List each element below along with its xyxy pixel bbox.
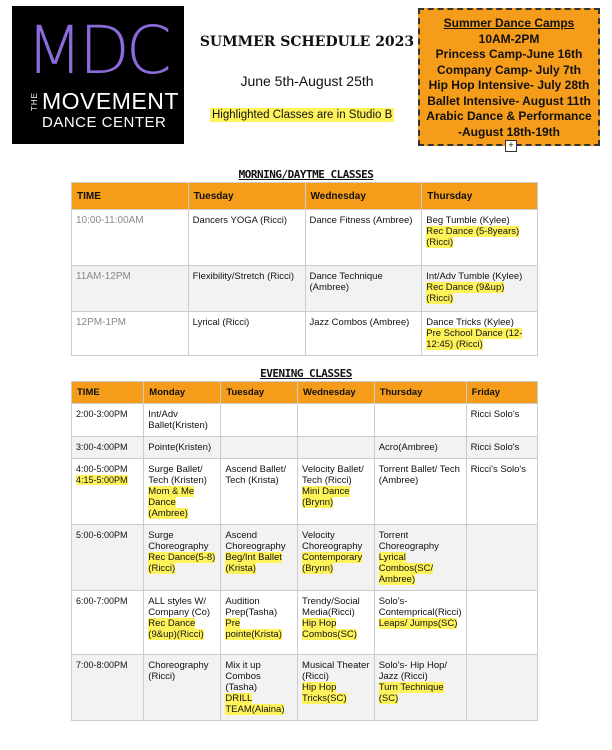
table-row: [72, 312, 538, 356]
class-cell: Solo's- Contemprical(Ricci) Leaps/ Jumps(SC): [374, 591, 466, 655]
logo-mdc: MDC: [26, 12, 168, 89]
class-cell: Dance Technique (Ambree): [305, 266, 422, 312]
class-cell: [221, 437, 298, 459]
class-cell: [466, 591, 537, 655]
time-cell: 12PM-1PM: [72, 312, 189, 356]
logo-the: THE: [30, 92, 39, 111]
class-cell: ALL styles W/ Company (Co) Rec Dance (9&up)(Ricci): [144, 591, 221, 655]
table-row: [72, 459, 538, 525]
col-header: Wednesday: [305, 183, 422, 210]
table-row: [72, 437, 538, 459]
camps-line: -August 18th-19th: [458, 124, 560, 139]
class-cell: Ricci Solo's: [466, 404, 537, 437]
table-header-row: [72, 382, 538, 404]
class-cell: Int/Adv Ballet(Kristen): [144, 404, 221, 437]
class-cell: Solo's- Hip Hop/ Jazz (Ricci) Turn Technique (SC): [374, 655, 466, 721]
class-cell: Torrent Ballet/ Tech (Ambree): [374, 459, 466, 525]
class-cell: Pointe(Kristen): [144, 437, 221, 459]
class-cell: [298, 437, 375, 459]
class-cell: Dancers YOGA (Ricci): [188, 210, 305, 266]
time-cell: 6:00-7:00PM: [72, 591, 144, 655]
logo-line2: DANCE CENTER: [42, 114, 167, 131]
table-row: [72, 210, 538, 266]
class-cell: Velocity Choreography Contemporary (Brynn): [298, 525, 375, 591]
plus-icon[interactable]: +: [505, 140, 517, 152]
class-cell: Ascend Choreography Beg/Int Ballet (Krista): [221, 525, 298, 591]
time-cell: 4:00-5:00PM 4:15-5:00PM: [72, 459, 144, 525]
time-cell: 10:00-11:00AM: [72, 210, 189, 266]
class-cell: Surge Choreography Rec Dance(5-8) (Ricci): [144, 525, 221, 591]
class-cell: Ricci's Solo's: [466, 459, 537, 525]
logo: [12, 6, 184, 144]
evening-section-title: EVENING CLASSES: [260, 367, 352, 380]
class-cell: Lyrical (Ricci): [188, 312, 305, 356]
time-cell: 11AM-12PM: [72, 266, 189, 312]
camps-line: 10AM-2PM: [478, 31, 540, 46]
col-header: Thursday: [374, 382, 466, 404]
table-row: [72, 591, 538, 655]
class-cell: Int/Adv Tumble (Kylee) Rec Dance (9&up) (Ricci): [422, 266, 538, 312]
class-cell: Beg Tumble (Kylee) Rec Dance (5-8years) (Ricci): [422, 210, 538, 266]
col-header: Wednesday: [298, 382, 375, 404]
page-title: SUMMER SCHEDULE 2023: [199, 34, 415, 50]
class-cell: Velocity Ballet/ Tech (Ricci) Mini Dance (Brynn): [298, 459, 375, 525]
col-header: TIME: [72, 183, 189, 210]
time-cell: 7:00-8:00PM: [72, 655, 144, 721]
evening-table: [71, 381, 538, 721]
camps-line: Princess Camp-June 16th: [435, 47, 583, 61]
class-cell: Dance Tricks (Kylee) Pre School Dance (12-12:45) (Ricci): [422, 312, 538, 356]
camps-line: Hip Hop Intensive- July 28th: [428, 78, 590, 92]
col-header: TIME: [72, 382, 144, 404]
morning-section-title: MORNING/DAYTME CLASSES: [238, 168, 374, 181]
table-row: [72, 525, 538, 591]
class-cell: Dance Fitness (Ambree): [305, 210, 422, 266]
class-cell: Acro(Ambree): [374, 437, 466, 459]
logo-line1: MOVEMENT: [42, 88, 179, 114]
class-cell: Audition Prep(Tasha) Pre pointe(Krista): [221, 591, 298, 655]
col-header: Thursday: [422, 183, 538, 210]
camps-heading: Summer Dance Camps: [443, 16, 575, 30]
table-row: [72, 655, 538, 721]
class-cell: [466, 655, 537, 721]
summer-camps-box: [418, 8, 600, 146]
camps-line: Company Camp- July 7th: [436, 62, 582, 77]
studio-note: Highlighted Classes are in Studio B: [212, 109, 393, 121]
class-cell: [221, 404, 298, 437]
time-cell: 3:00-4:00PM: [72, 437, 144, 459]
camps-line: Arabic Dance & Performance: [426, 109, 592, 123]
morning-table: [71, 182, 538, 356]
class-cell: Jazz Combos (Ambree): [305, 312, 422, 356]
class-cell: Torrent Choreography Lyrical Combos(SC/ Ambree): [374, 525, 466, 591]
col-header: Monday: [144, 382, 221, 404]
class-cell: Surge Ballet/ Tech (Kristen) Mom & Me Dance (Ambree): [144, 459, 221, 525]
table-header-row: [72, 183, 538, 210]
table-row: [72, 404, 538, 437]
class-cell: [466, 525, 537, 591]
date-range: June 5th-August 25th: [240, 73, 374, 89]
time-cell: 5:00-6:00PM: [72, 525, 144, 591]
class-cell: Flexibility/Stretch (Ricci): [188, 266, 305, 312]
table-row: [72, 266, 538, 312]
col-header: Tuesday: [221, 382, 298, 404]
class-cell: Ascend Ballet/ Tech (Krista): [221, 459, 298, 525]
col-header: Friday: [466, 382, 537, 404]
class-cell: Musical Theater (Ricci) Hip Hop Tricks(SC): [298, 655, 375, 721]
class-cell: Trendy/Social Media(Ricci) Hip Hop Combos(SC): [298, 591, 375, 655]
class-cell: [298, 404, 375, 437]
col-header: Tuesday: [188, 183, 305, 210]
camps-line: Ballet Intensive- August 11th: [427, 93, 591, 108]
class-cell: Ricci Solo's: [466, 437, 537, 459]
class-cell: Choreography (Ricci): [144, 655, 221, 721]
time-cell: 2:00-3:00PM: [72, 404, 144, 437]
class-cell: Mix it up Combos (Tasha) DRILL TEAM(Alaina): [221, 655, 298, 721]
class-cell: [374, 404, 466, 437]
